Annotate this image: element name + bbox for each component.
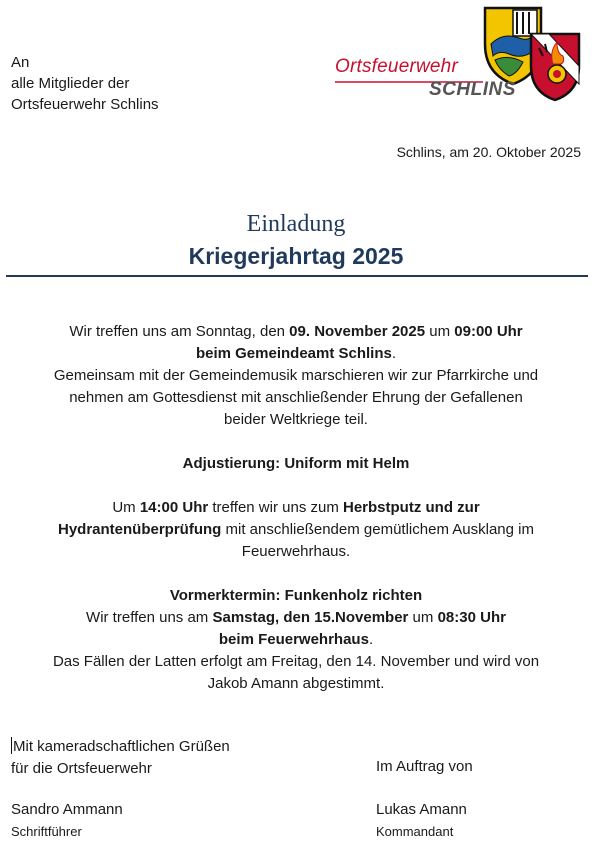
text: Das Fällen der Latten erfolgt am Freitag, den 14. November und wird von bbox=[52, 653, 540, 670]
paragraph-adjustierung bbox=[0, 453, 592, 475]
text: beider Weltkriege teil. bbox=[224, 411, 368, 428]
task-bold: Herbstputz und zur bbox=[343, 499, 480, 516]
text: . bbox=[391, 345, 397, 362]
date-bold: Samstag, den 15.November bbox=[212, 609, 409, 626]
fire-brigade-logo bbox=[333, 4, 583, 104]
recipient-line-3: Ortsfeuerwehr Schlins bbox=[11, 96, 159, 113]
paragraph-funkenholz bbox=[0, 585, 592, 695]
greeting-line-1[interactable] bbox=[11, 736, 230, 758]
time-bold: 08:30 Uhr bbox=[437, 609, 506, 626]
paragraph-herbstputz bbox=[0, 497, 592, 563]
dress-code-bold: Adjustierung: Uniform mit Helm bbox=[182, 455, 410, 472]
text: Wir treffen uns am Sonntag, den bbox=[69, 323, 290, 340]
text: Feuerwehrhaus. bbox=[241, 543, 351, 560]
time-bold: 09:00 Uhr bbox=[454, 323, 523, 340]
text: Jakob Amann abgestimmt. bbox=[207, 675, 385, 692]
text: um bbox=[408, 609, 438, 626]
signatory-right-role: Kommandant bbox=[376, 824, 454, 839]
letter-body bbox=[0, 321, 592, 695]
location-bold: beim Gemeindeamt Schlins bbox=[195, 345, 392, 362]
location-bold: beim Feuerwehrhaus bbox=[218, 631, 369, 648]
place-date: Schlins, am 20. Oktober 2025 bbox=[396, 144, 581, 160]
text: mit anschließendem gemütlichem Ausklang im bbox=[221, 521, 534, 538]
text: Wir treffen uns am bbox=[86, 609, 213, 626]
on-behalf-of: Im Auftrag von bbox=[376, 758, 473, 775]
greeting-line-2: für die Ortsfeuerwehr bbox=[11, 760, 152, 777]
paragraph-kriegerjahrtag bbox=[0, 321, 592, 431]
text: um bbox=[425, 323, 455, 340]
signatory-right-name: Lukas Amann bbox=[376, 801, 467, 818]
date-bold: 09. November 2025 bbox=[289, 323, 426, 340]
reminder-heading: Vormerktermin: Funkenholz richten bbox=[169, 587, 423, 604]
recipient-address bbox=[11, 52, 159, 115]
signatory-left-name: Sandro Ammann bbox=[11, 801, 123, 818]
text: . bbox=[368, 631, 374, 648]
task-bold: Hydrantenüberprüfung bbox=[58, 521, 222, 538]
recipient-line-1: An bbox=[11, 54, 30, 71]
logo-text-ortsfeuerwehr: Ortsfeuerwehr bbox=[335, 56, 458, 77]
closing-greeting bbox=[11, 736, 230, 780]
title-divider bbox=[6, 275, 588, 277]
text-cursor bbox=[11, 737, 12, 754]
event-title: Kriegerjahrtag 2025 bbox=[188, 243, 404, 269]
text: treffen wir uns zum bbox=[208, 499, 343, 516]
document-title: Einladung bbox=[246, 211, 346, 237]
text: nehmen am Gottesdienst mit anschließender Ehrung der Gefallenen bbox=[69, 389, 523, 406]
logo-text-schlins: SCHLINS bbox=[429, 79, 516, 100]
signatory-left-role: Schriftführer bbox=[11, 824, 82, 839]
time-bold: 14:00 Uhr bbox=[139, 499, 209, 516]
text: Um bbox=[112, 499, 140, 516]
greeting-text: Mit kameradschaftlichen Grüßen bbox=[13, 738, 230, 755]
recipient-line-2: alle Mitglieder der bbox=[11, 75, 130, 92]
text: Gemeinsam mit der Gemeindemusik marschieren wir zur Pfarrkirche und bbox=[53, 367, 539, 384]
